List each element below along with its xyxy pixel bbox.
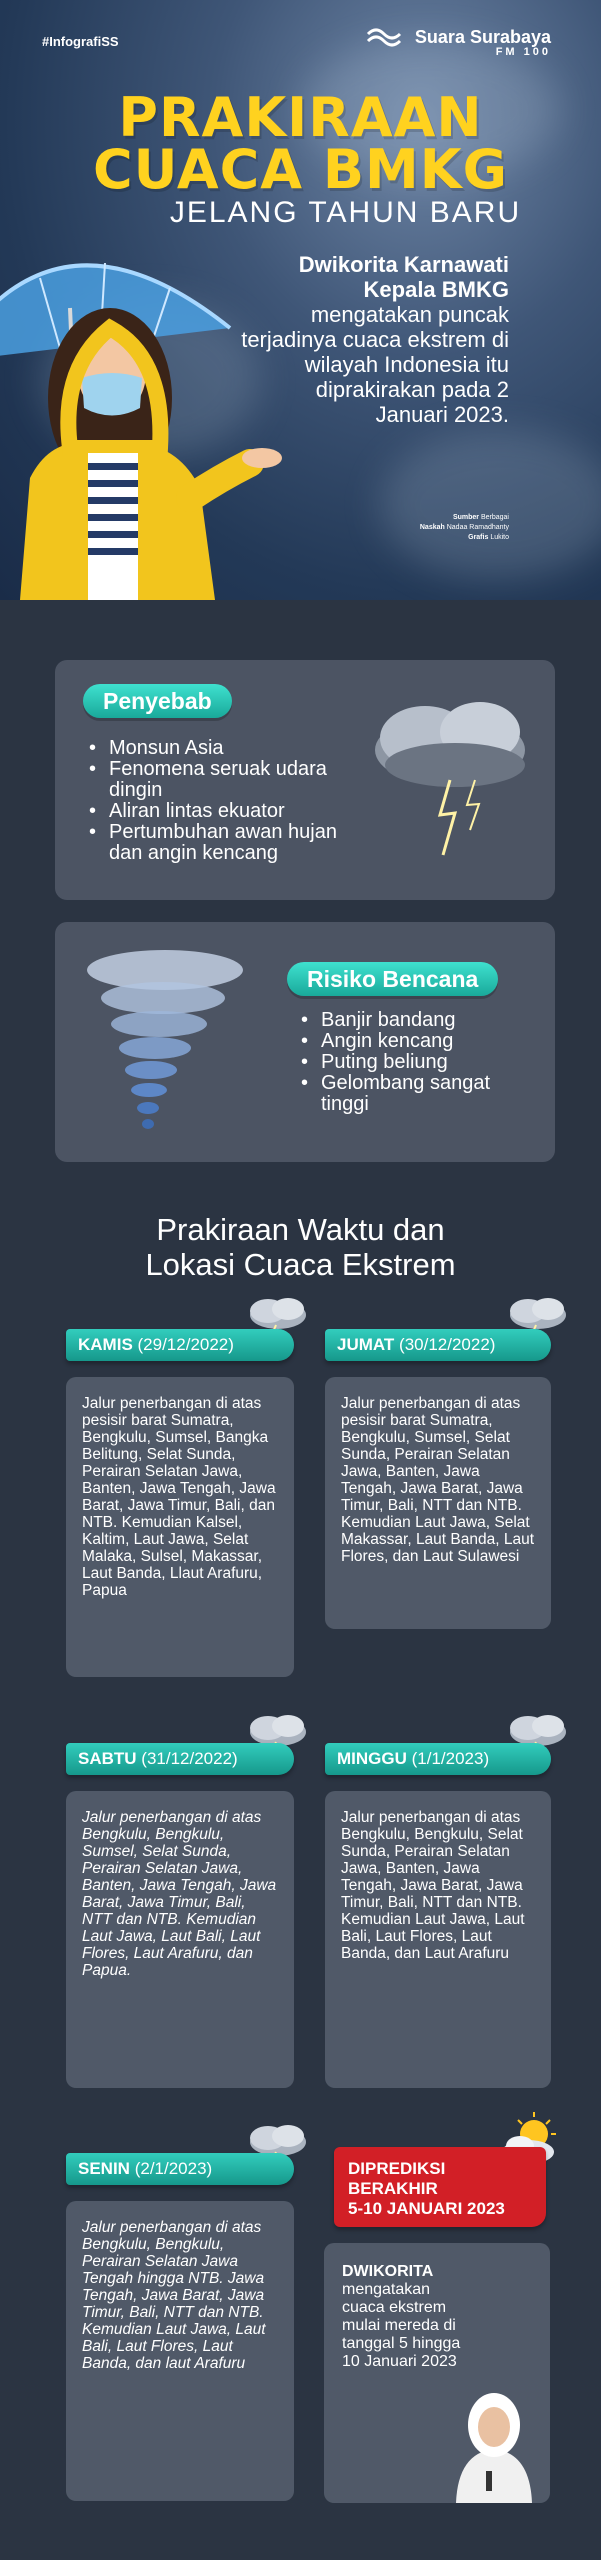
section-title [0, 1212, 601, 1282]
prediction-badge [334, 2147, 546, 2227]
dwikorita-card [324, 2243, 550, 2503]
main-title [0, 86, 601, 201]
credit-design-label: Grafis [468, 534, 489, 541]
subtitle: JELANG TAHUN BARU [169, 196, 522, 229]
hashtag: #InfografiSS [42, 34, 119, 49]
day-date: (2/1/2023) [134, 2159, 213, 2178]
day-name: MINGGU [337, 1749, 407, 1768]
risiko-card [55, 922, 555, 1162]
penyebab-list [87, 738, 337, 864]
day-date: (30/12/2022) [399, 1335, 496, 1354]
quote-speaker: Dwikorita Karnawati Kepala BMKG [298, 252, 509, 302]
credit-source-value: Berbagai [480, 514, 509, 521]
list-item: • Gelombang sangat tinggi [299, 1073, 529, 1115]
storm-cloud-icon [355, 680, 545, 870]
section-title-line-2: Lokasi Cuaca Ekstrem [145, 1247, 456, 1282]
prediction-line-2: BERAKHIR [348, 2179, 438, 2198]
credits [420, 513, 509, 543]
day-name: SABTU [78, 1749, 137, 1768]
list-item: • Aliran lintas ekuator [87, 801, 337, 822]
day-tab-sabtu [66, 1743, 294, 1775]
credit-writer-value: Nadaa Ramadhanty [446, 524, 509, 531]
hero-banner [0, 0, 601, 600]
credit-writer-label: Naskah [419, 524, 445, 531]
penyebab-card [55, 660, 555, 900]
list-item: • Pertumbuhan awan hujan dan angin kencang [87, 822, 337, 864]
dwikorita-portrait [446, 2383, 542, 2503]
list-item: • Angin kencang [299, 1031, 529, 1052]
day-tab-jumat [325, 1329, 551, 1361]
list-item: • Monsun Asia [87, 738, 337, 759]
prediction-line-3: 5-10 JANUARI 2023 [348, 2199, 505, 2218]
day-card-jumat: Jalur penerbangan di atas pesisir barat Sumatra, Bengkulu, Sumsel, Selat Sunda, Perairan Selatan Jawa, Banten, Jawa Tengah, Jawa Barat, Jawa Timur, Bali, NTT dan NTB. Kemudian Laut Jawa, Selat Makassar, Laut Banda, Laut Flores, dan Laut Sulawesi [325, 1377, 551, 1629]
risiko-list [299, 1010, 529, 1115]
tornado-icon [75, 940, 255, 1150]
section-title-line-1: Prakiraan Waktu dan [156, 1212, 445, 1247]
day-name: KAMIS [78, 1335, 133, 1354]
brand-name: Suara Surabaya [414, 26, 551, 47]
day-card-senin: Jalur penerbangan di atas Bengkulu, Bengkulu, Perairan Selatan Jawa Tengah hingga NTB. Jawa Tengah, Jawa Barat, Jawa Timur, Bali, NTT dan NTB. Kemudian Laut Jawa, Laut Bali, Laut Flores, Laut Banda, dan laut Arafuru [66, 2201, 294, 2501]
list-item: • Fenomena seruak udara dingin [87, 759, 337, 801]
risiko-label: Risiko Bencana [287, 962, 498, 996]
day-card-sabtu: Jalur penerbangan di atas Bengkulu, Bengkulu, Sumsel, Selat Sunda, Perairan Selatan Jawa, Banten, Jawa Tengah, Jawa Barat, Jawa Timur, Bali, NTT dan NTB. Kemudian Laut Jawa, Laut Bali, Laut Flores, Laut Arafuru, dan Papua. [66, 1791, 294, 2088]
penyebab-label: Penyebab [83, 684, 232, 718]
quote-body: mengatakan puncak terjadinya cuaca ekstrem di wilayah Indonesia itu diprakirakan pada 2 Januari 2023. [241, 302, 509, 427]
day-card-minggu: Jalur penerbangan di atas Bengkulu, Bengkulu, Selat Sunda, Perairan Selatan Jawa, Banten, Jawa Tengah, Jawa Barat, Jawa Timur, Bali, NTT dan NTB. Kemudian Laut Jawa, Laut Bali, Laut Flores, Laut Banda, dan Laut Arafuru [325, 1791, 551, 2088]
credit-design-value: Lukito [490, 534, 509, 541]
day-tab-senin [66, 2153, 294, 2185]
dwikorita-name: DWIKORITA [342, 2263, 434, 2280]
list-item: • Puting beliung [299, 1052, 529, 1073]
day-name: JUMAT [337, 1335, 395, 1354]
suara-surabaya-logo-icon [366, 26, 404, 48]
credit-source-label: Sumber [452, 514, 480, 521]
list-item: • Banjir bandang [299, 1010, 529, 1031]
brand-logo [366, 26, 551, 58]
day-card-kamis: Jalur penerbangan di atas pesisir barat Sumatra, Bengkulu, Sumsel, Bangka Belitung, Selat Sunda, Perairan Selatan Jawa, Banten, Jawa Tengah, Jawa Barat, Jawa Timur, Bali, dan NTB. Kemudian Kalsel, Kaltim, Laut Jawa, Selat Malaka, Sulsel, Makassar, Laut Banda, Llaut Arafuru, Papua [66, 1377, 294, 1677]
dwikorita-statement: mengatakan cuaca ekstrem mulai mereda di tanggal 5 hingga 10 Januari 2023 [342, 2281, 461, 2370]
day-date: (31/12/2022) [141, 1749, 238, 1768]
brand-frequency: FM 100 [495, 46, 551, 58]
day-date: (29/12/2022) [137, 1335, 234, 1354]
prediction-line-1: DIPREDIKSI [348, 2159, 446, 2178]
day-name: SENIN [78, 2159, 130, 2178]
title-line-1: PRAKIRAAN [118, 86, 483, 149]
title-line-2: CUACA BMKG [93, 138, 508, 201]
day-date: (1/1/2023) [411, 1749, 490, 1768]
day-tab-minggu [325, 1743, 551, 1775]
cloud-bg [380, 430, 601, 580]
day-tab-kamis [66, 1329, 294, 1361]
girl-umbrella-illustration [0, 248, 300, 600]
